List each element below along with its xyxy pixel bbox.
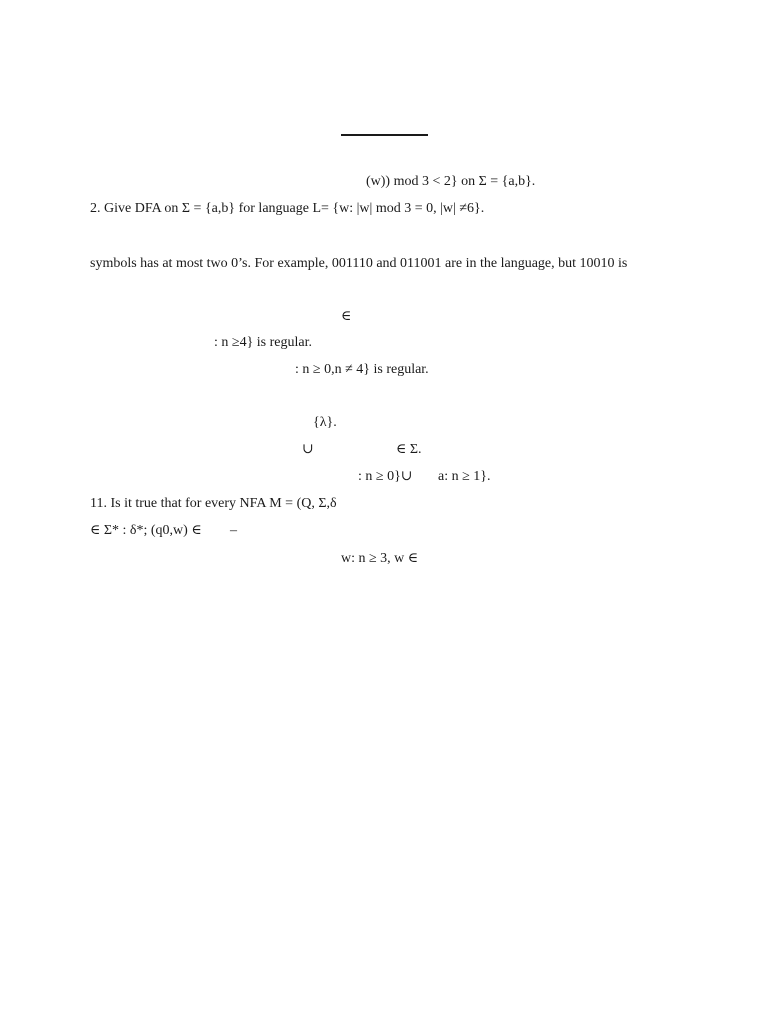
- text-line-8a: ∪: [302, 442, 314, 457]
- text-line-11b: –: [230, 523, 237, 538]
- text-line-10: 11. Is it true that for every NFA M = (Q, Σ,δ: [90, 496, 337, 511]
- text-line-9b: a: n ≥ 1}.: [438, 469, 491, 484]
- title-underline: [341, 134, 428, 136]
- text-line-12: w: n ≥ 3, w ∈: [341, 551, 419, 566]
- text-line-2: 2. Give DFA on Σ = {a,b} for language L= {w: |w| mod 3 = 0, |w| ≠6}.: [90, 201, 485, 216]
- text-line-3: symbols has at most two 0’s. For example, 001110 and 011001 are in the language, but 10010 is: [90, 256, 628, 271]
- text-line-11a: ∈ Σ* : δ*; (q0,w) ∈: [90, 523, 202, 538]
- text-line-6: : n ≥ 0,n ≠ 4} is regular.: [295, 362, 429, 377]
- text-line-8b: ∈ Σ.: [396, 442, 422, 457]
- text-line-4: ∈: [341, 309, 352, 324]
- text-line-7: {λ}.: [313, 415, 337, 430]
- text-line-1: (w)) mod 3 < 2} on Σ = {a,b}.: [366, 174, 536, 189]
- text-line-5: : n ≥4} is regular.: [214, 335, 312, 350]
- text-line-9a: : n ≥ 0}∪: [358, 469, 413, 484]
